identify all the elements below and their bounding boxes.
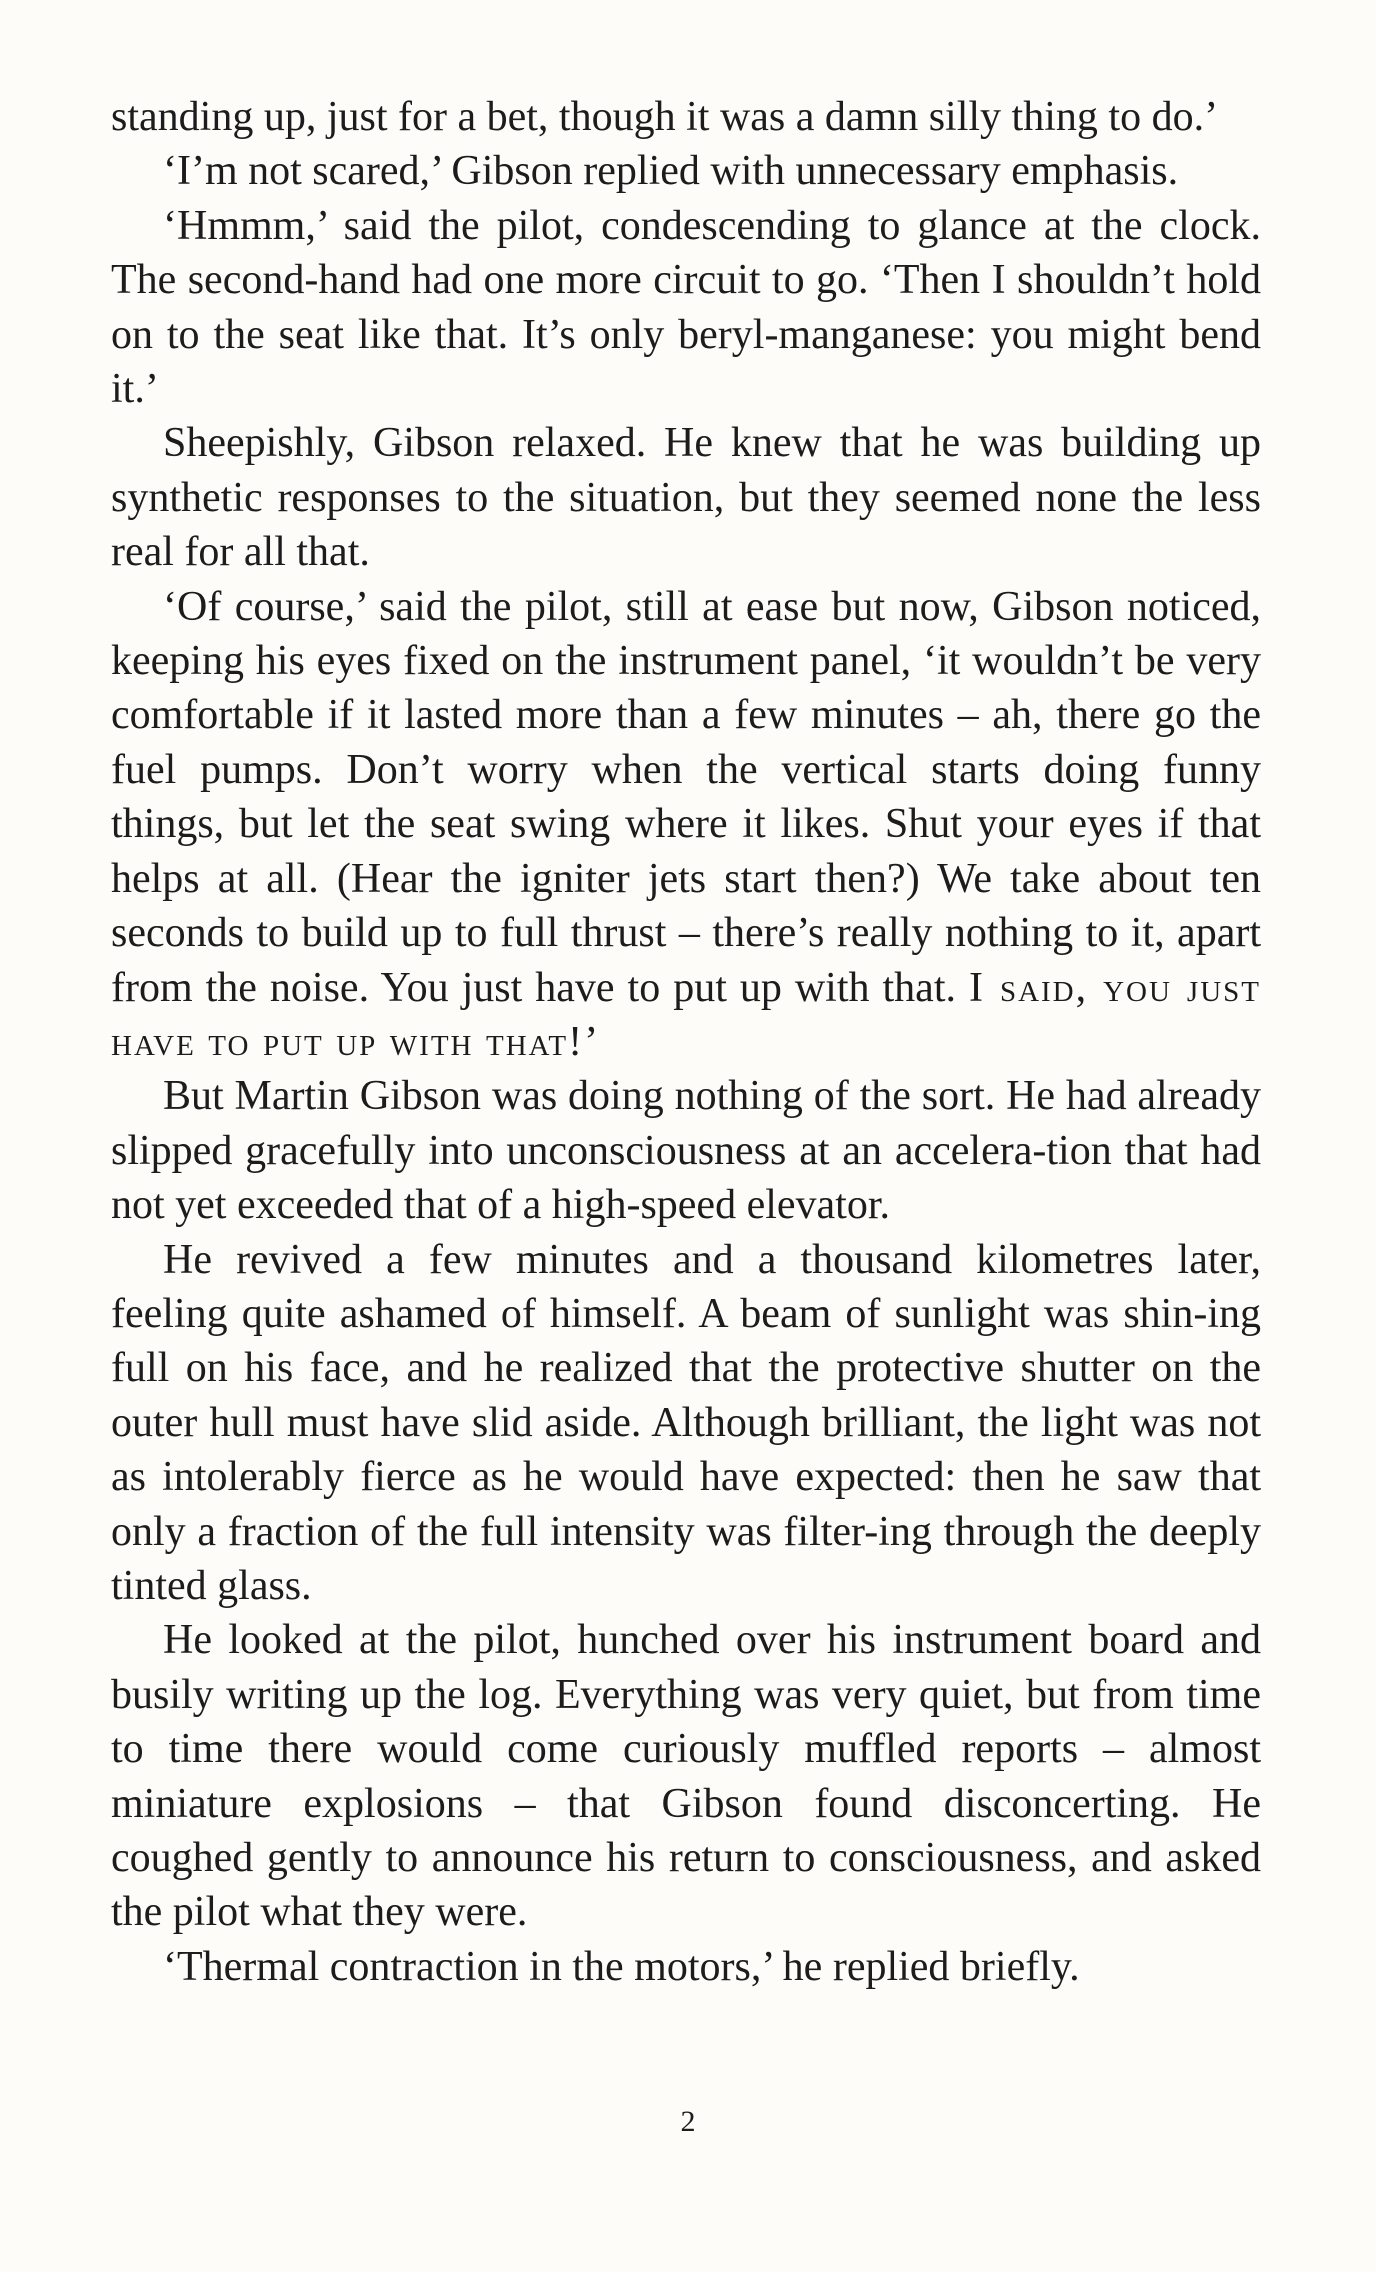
paragraph-9: ‘Thermal contraction in the motors,’ he replied briefly. bbox=[163, 1943, 1080, 1990]
paragraph-7: He revived a few minutes and a thousand kilometres later, feeling quite ashamed of himself. A beam of sunlight was shin-ing full on his face, and he realized that the protective shutter on the outer hull must have slid aside. Although brilliant, the light was not as intolerably fierce as he would have expected: then he saw that only a fraction of the full intensity was filter-ing through the deeply tinted glass. bbox=[111, 1236, 1261, 1609]
paragraph-1: standing up, just for a bet, though it was a damn silly thing to do.’ bbox=[111, 94, 1219, 140]
paragraph-5-closing-quote: ’ bbox=[584, 1018, 599, 1065]
paragraph-3: ‘Hmmm,’ said the pilot, condescending to glance at the clock. The second-hand had one more circuit to go. ‘Then I shouldn’t hold on to the seat like that. It’s only beryl-manganese: you might bend it.’ bbox=[111, 202, 1261, 413]
paragraph-4: Sheepishly, Gibson relaxed. He knew that he was building up synthetic responses to the situation, but they seemed none the less real for all that. bbox=[111, 420, 1261, 576]
paragraph-6: But Martin Gibson was doing nothing of the sort. He had already slipped gracefully into unconsciousness at an accelera-tion that had not yet exceeded that of a high-speed elevator. bbox=[111, 1073, 1261, 1229]
paragraph-5-text: ‘Of course,’ said the pilot, still at ease but now, Gibson noticed, keeping his eyes fixed on the instrument panel, ‘it wouldn’t be very comfortable if it lasted more than a few minutes – ah, there go the fuel pumps. Don’t worry when the vertical starts doing funny things, but let the seat swing where it likes. Shut your eyes if that helps at all. (Hear the igniter jets start then?) We take about ten seconds to build up to full thrust – there’s really nothing to it, apart from the noise. You just have to put up with that. bbox=[111, 583, 1261, 1011]
paragraph-5 bbox=[111, 580, 1261, 1070]
page-number: 2 bbox=[680, 2105, 696, 2138]
paragraph-5-smallcaps: I said, you just have to put up with that! bbox=[111, 964, 1261, 1065]
page-body bbox=[111, 90, 1261, 1994]
paragraph-2: ‘I’m not scared,’ Gibson replied with unnecessary emphasis. bbox=[163, 148, 1179, 195]
paragraph-8: He looked at the pilot, hunched over his instrument board and busily writing up the log. Everything was very quiet, but from time to time there would come curiously muffled reports – almost miniature explosions – that Gibson found disconcerting. He coughed gently to announce his return to consciousness, and asked the pilot what they were. bbox=[111, 1617, 1261, 1936]
